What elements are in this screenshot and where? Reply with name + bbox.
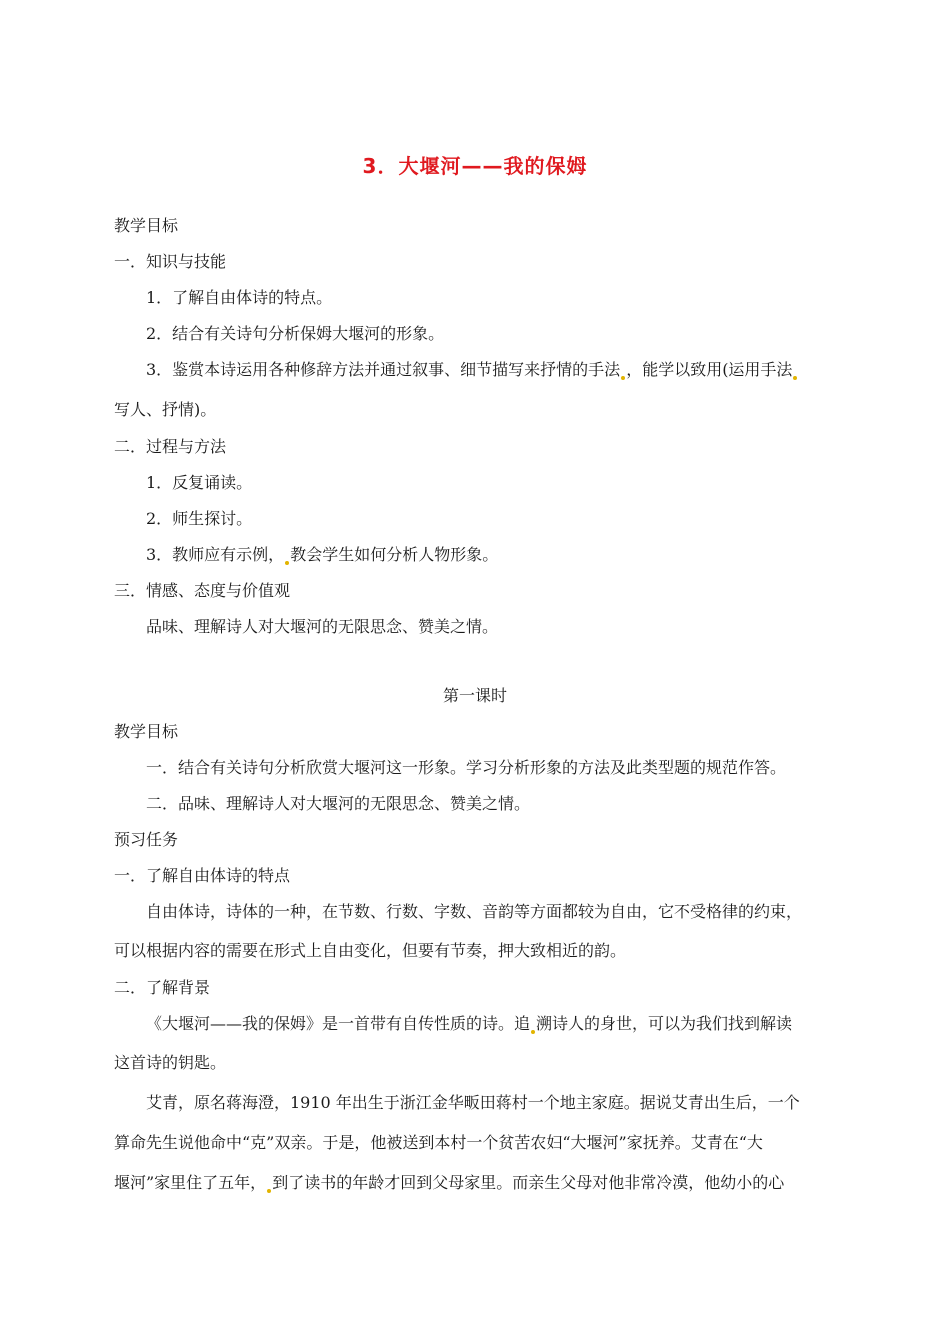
goal-item-continuation: 写人、抒情)。 [114, 400, 217, 419]
method-item: 1．反复诵读。 [146, 473, 253, 492]
paragraph-line [146, 1014, 792, 1034]
revision-mark [621, 376, 625, 380]
section-heading-teaching-goals: 教学目标 [114, 722, 179, 741]
text-run: 教会学生如何分析人物形象。 [290, 545, 499, 564]
lesson-heading: 第一课时 [442, 686, 507, 705]
emotion-item: 品味、理解诗人对大堰河的无限思念、赞美之情。 [146, 617, 499, 636]
text-run: ，能学以致用(运用手法 [626, 360, 793, 379]
method-item [146, 545, 498, 565]
lesson-goal-item: 二．品味、理解诗人对大堰河的无限思念、赞美之情。 [146, 794, 531, 813]
section-heading-preview-tasks: 预习任务 [114, 830, 179, 849]
text-run: 3．鉴赏本诗运用各种修辞方法并通过叙事、细节描写来抒情的手法 [146, 360, 621, 379]
text-run: 《大堰河——我的保姆》是一首带有自传性质的诗。追 [146, 1014, 531, 1033]
paragraph-line: 可以根据内容的需要在形式上自由变化，但要有节奏，押大致相近的韵。 [114, 941, 627, 960]
revision-mark [285, 561, 289, 565]
lesson-goal-item: 一．结合有关诗句分析欣赏大堰河这一形象。学习分析形象的方法及此类型题的规范作答。 [146, 758, 787, 777]
revision-mark [531, 1030, 535, 1034]
section-heading-teaching-goals: 教学目标 [114, 216, 179, 235]
revision-mark [267, 1189, 271, 1193]
page-title: 3．大堰河——我的保姆 [362, 154, 588, 178]
text-run: 堰河”家里住了五年， [114, 1173, 267, 1192]
heading-knowledge-skills: 一．知识与技能 [114, 252, 227, 271]
paragraph-line: 算命先生说他命中“克”双亲。于是，他被送到本村一个贫苦农妇“大堰河”家抚养。艾青在“大 [114, 1133, 763, 1152]
heading-process-methods: 二．过程与方法 [114, 437, 227, 456]
goal-item [146, 360, 798, 380]
text-run: 到了读书的年龄才回到父母家里。而亲生父母对他非常冷漠，他幼小的心 [272, 1173, 785, 1192]
paragraph-line: 自由体诗，诗体的一种，在节数、行数、字数、音韵等方面都较为自由，它不受格律的约束， [146, 902, 803, 921]
paragraph-line: 艾青，原名蒋海澄，1910 年出生于浙江金华畈田蒋村一个地主家庭。据说艾青出生后，一个 [146, 1093, 800, 1112]
paragraph-line: 这首诗的钥匙。 [114, 1053, 227, 1072]
goal-item: 1．了解自由体诗的特点。 [146, 288, 333, 307]
task-heading-background: 二．了解背景 [114, 978, 211, 997]
revision-mark [793, 376, 797, 380]
heading-emotion-values: 三．情感、态度与价值观 [114, 581, 291, 600]
task-heading-free-verse: 一．了解自由体诗的特点 [114, 866, 291, 885]
text-run: 3．教师应有示例， [146, 545, 285, 564]
goal-item: 2．结合有关诗句分析保姆大堰河的形象。 [146, 324, 445, 343]
paragraph-line [114, 1173, 784, 1193]
method-item: 2．师生探讨。 [146, 509, 253, 528]
text-run: 溯诗人的身世，可以为我们找到解读 [536, 1014, 793, 1033]
